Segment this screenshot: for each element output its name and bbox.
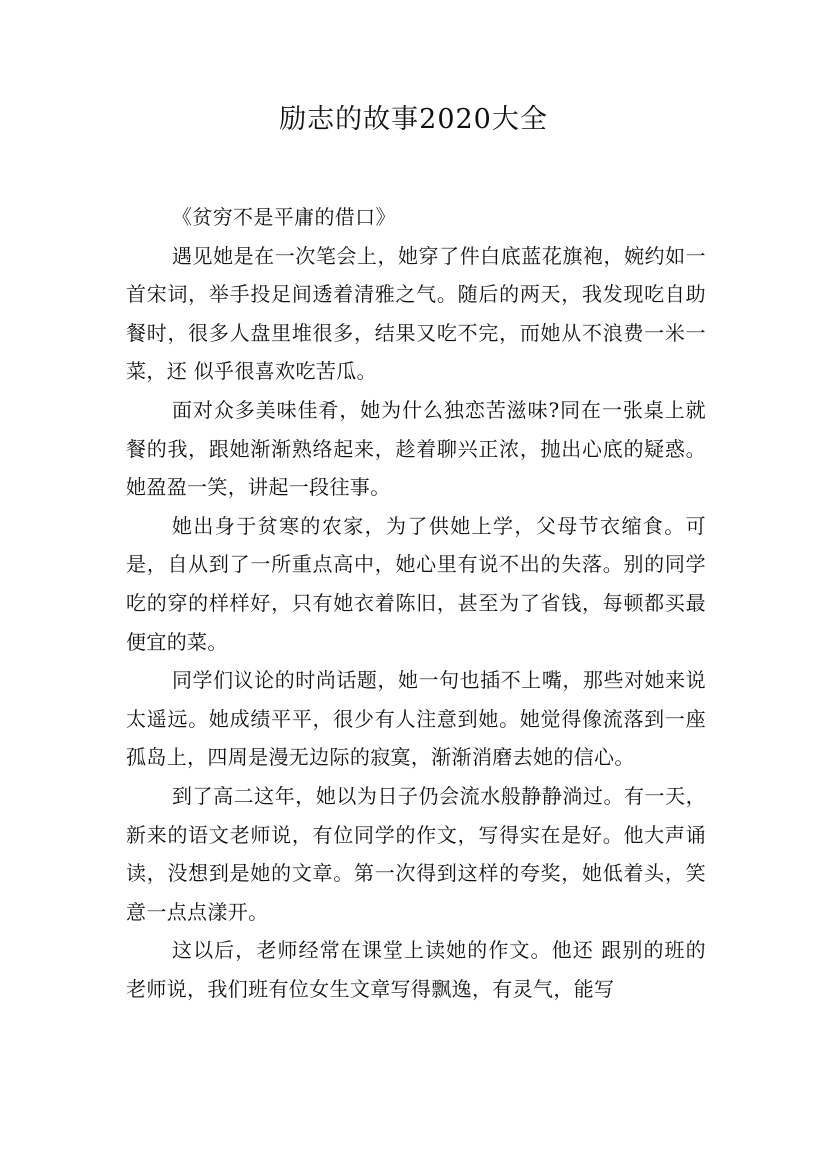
paragraph-6: 这以后，老师经常在课堂上读她的作文。他还 跟别的班的老师说，我们班有位女生文章写得飘逸，有灵气，能写	[126, 938, 706, 1001]
document-title: 励志的故事2020大全	[279, 104, 548, 135]
story-subtitle: 《贫穷不是平庸的借口》	[172, 205, 396, 229]
paragraph-3: 她出身于贫寒的农家，为了供她上学，父母节衣缩食。可是，自从到了一所重点高中，她心里有说不出的失落。别的同学吃的穿的样样好，只有她衣着陈旧，甚至为了省钱，每顿都买最便宜的菜。	[126, 513, 706, 654]
document-body	[126, 198, 706, 1008]
paragraph-1: 遇见她是在一次笔会上，她穿了件白底蓝花旗袍，婉约如一首宋词，举手投足间透着清雅之气。随后的两天，我发现吃自助餐时，很多人盘里堆很多，结果又吃不完，而她从不浪费一米一菜，还 似乎很喜欢吃苦瓜。	[126, 243, 706, 384]
paragraph-5: 到了高二这年，她以为日子仍会流水般静静淌过。有一天，新来的语文老师说，有位同学的作文，写得实在是好。他大声诵读，没想到是她的文章。第一次得到这样的夸奖，她低着头，笑意一点点漾开。	[126, 783, 706, 924]
paragraph-4: 同学们议论的时尚话题，她一句也插不上嘴，那些对她来说太遥远。她成绩平平，很少有人注意到她。她觉得像流落到一座孤岛上，四周是漫无边际的寂寞，渐渐消磨去她的信心。	[126, 668, 706, 770]
paragraph-2: 面对众多美味佳肴，她为什么独恋苦滋味?同在一张桌上就餐的我，跟她渐渐熟络起来，趁着聊兴正浓，抛出心底的疑惑。她盈盈一笑，讲起一段往事。	[126, 397, 706, 500]
